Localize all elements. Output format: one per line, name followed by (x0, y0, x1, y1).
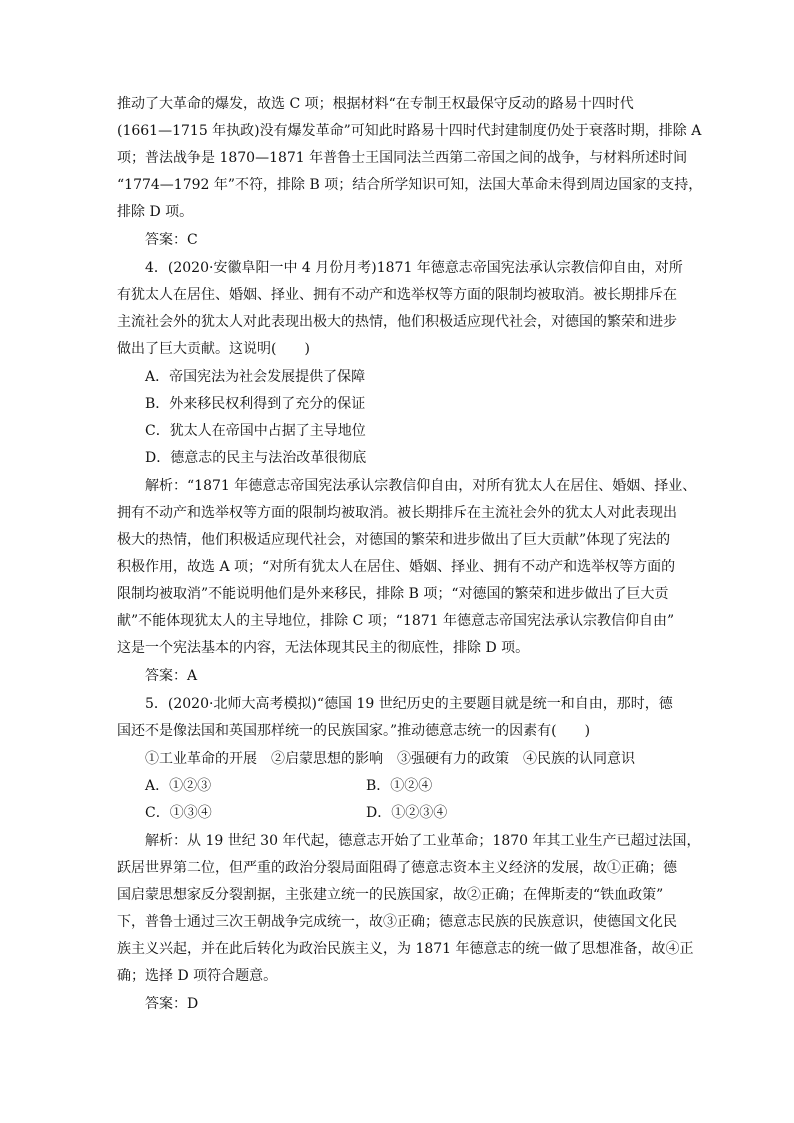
q5-analysis-line-1: 解析：从 19 世纪 30 年代起，德意志开始了工业革命；1870 年其工业生产已超过法国， (145, 833, 701, 849)
q5-stem-line-1: 5．(2020·北师大高考模拟)“德国 19 世纪历史的主要题目就是统一和自由，那时，德 (145, 696, 673, 712)
q5-option-a: A．①②③ (145, 778, 212, 794)
q4-answer: 答案：A (145, 668, 198, 684)
prev-analysis-line-4: “1774—1792 年”不符，排除 B 项；结合所学知识可知，法国大革命未得到周边国家的支持， (117, 177, 703, 193)
q4-option-c: C．犹太人在帝国中占据了主导地位 (145, 423, 366, 439)
q4-option-b: B．外来移民权利得到了充分的保证 (145, 396, 366, 412)
q4-analysis-line-4: 积极作用，故选 A 项；“对所有犹太人在居住、婚姻、择业、拥有不动产和选举权等方面的 (117, 559, 676, 575)
q4-analysis-line-6: 献”不能体现犹太人的主导地位，排除 C 项；“1871 年德意志帝国宪法承认宗教信仰自由” (117, 613, 675, 629)
prev-analysis-line-3: 项；普法战争是 1870—1871 年普鲁士王国同法兰西第二帝国之间的战争，与材料所述时间 (117, 150, 688, 166)
q4-option-d: D．德意志的民主与法治改革很彻底 (145, 450, 367, 466)
q4-stem-line-3: 主流社会外的犹太人对此表现出极大的热情，他们积极适应现代社会，对德国的繁荣和进步 (117, 314, 677, 330)
q4-stem-line-1: 4．(2020·安徽阜阳一中 4 月份月考)1871 年德意志帝国宪法承认宗教信仰自由，对所 (145, 260, 683, 276)
q4-analysis-line-5: 限制均被取消”不能说明他们是外来移民，排除 B 项；“对德国的繁荣和进步做出了巨大贡 (117, 586, 669, 602)
q4-stem-line-4: 做出了巨大贡献。这说明( ) (117, 341, 310, 357)
q5-analysis-line-3: 国启蒙思想家反分裂割据，主张建立统一的民族国家，故②正确；在俾斯麦的“铁血政策” (117, 887, 664, 903)
q5-option-b: B．①②④ (366, 778, 433, 794)
q4-stem-line-2: 有犹太人在居住、婚姻、择业、拥有不动产和选举权等方面的限制均被取消。被长期排斥在 (117, 287, 677, 303)
q5-items: ①工业革命的开展 ②启蒙思想的影响 ③强硬有力的政策 ④民族的认同意识 (145, 751, 635, 767)
q4-analysis-line-2: 拥有不动产和选举权等方面的限制均被取消。被长期排斥在主流社会外的犹太人对此表现出 (117, 505, 677, 521)
q5-option-d: D．①②③④ (366, 805, 448, 821)
q5-option-c: C．①③④ (145, 805, 212, 821)
q5-analysis-line-5: 族主义兴起，并在此后转化为政治民族主义，为 1871 年德意志的统一做了思想准备，故④正 (117, 941, 694, 957)
q4-option-a: A．帝国宪法为社会发展提供了保障 (145, 369, 366, 385)
q5-answer: 答案：D (145, 996, 199, 1012)
q5-analysis-line-6: 确；选择 D 项符合题意。 (117, 968, 278, 984)
q5-analysis-line-4: 下，普鲁士通过三次王朝战争完成统一，故③正确；德意志民族的民族意识，使德国文化民 (117, 914, 677, 930)
q5-stem-line-2: 国还不是像法国和英国那样统一的民族国家。”推动德意志统一的因素有( ) (117, 723, 591, 739)
prev-answer: 答案：C (145, 232, 198, 248)
prev-analysis-line-5: 排除 D 项。 (117, 204, 194, 220)
q4-analysis-line-7: 这是一个宪法基本的内容，无法体现其民主的彻底性，排除 D 项。 (117, 640, 530, 656)
prev-analysis-line-1: 推动了大革命的爆发，故选 C 项；根据材料“在专制王权最保守反动的路易十四时代 (117, 96, 634, 112)
q4-analysis-line-1: 解析：“1871 年德意志帝国宪法承认宗教信仰自由，对所有犹太人在居住、婚姻、择业、 (145, 478, 697, 494)
q5-analysis-line-2: 跃居世界第二位，但严重的政治分裂局面阻碍了德意志资本主义经济的发展，故①正确；德 (117, 860, 677, 876)
q4-analysis-line-3: 极大的热情，他们积极适应现代社会，对德国的繁荣和进步做出了巨大贡献”体现了宪法的 (117, 532, 671, 548)
prev-analysis-line-2: (1661—1715 年执政)没有爆发革命”可知此时路易十四时代封建制度仍处于衰落时期，排除 A (117, 123, 702, 139)
